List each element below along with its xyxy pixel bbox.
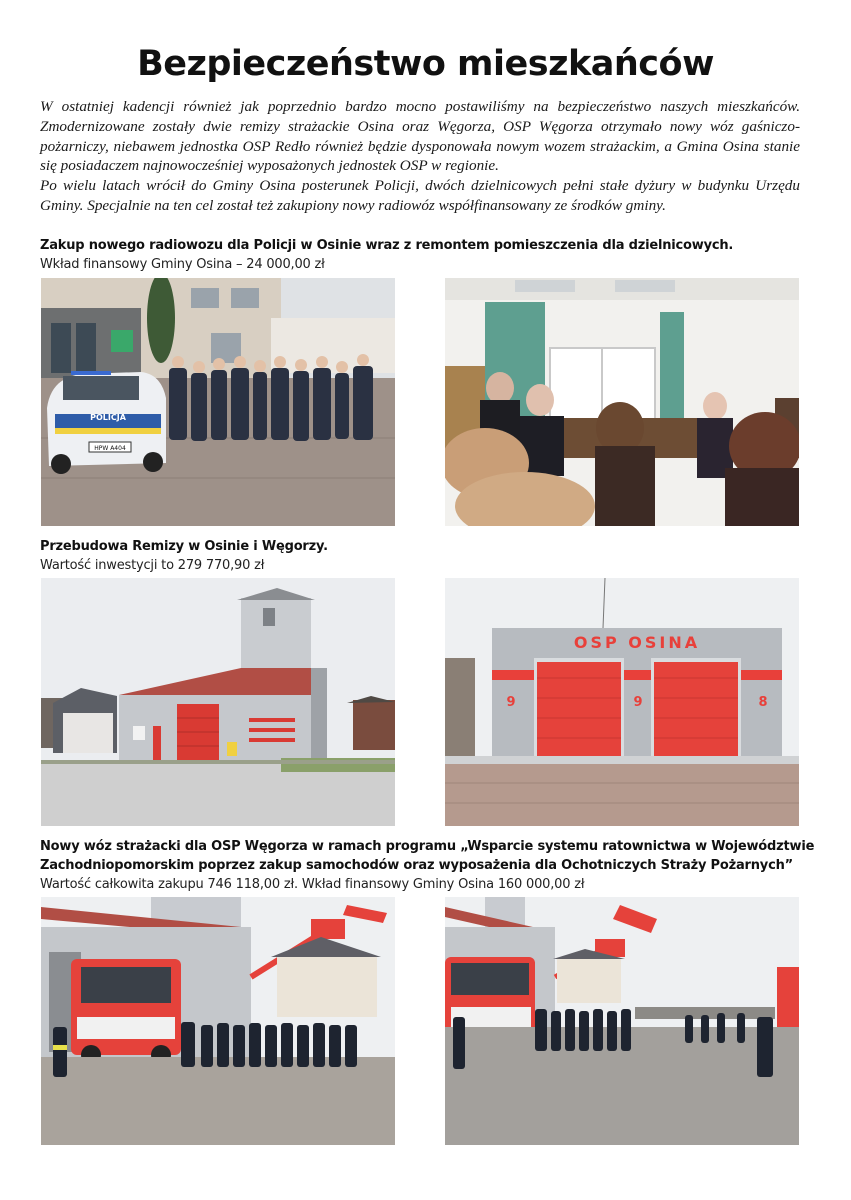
police-car-label: POLICJA <box>90 413 126 422</box>
section-3-subtitle: Wartość całkowita zakupu 746 118,00 zł. Wkład finansowy Gminy Osina 160 000,00 zł <box>40 877 585 892</box>
intro-paragraph-2: Po wielu latach wrócił do Gminy Osina posterunek Policji, dwóch dzielnicowych pełni stałe dyżury w budynku Urzędu Gminy. Specjalnie na ten cel został też zakupiony nowy radiowóz współfinansowany ze środków gminy. <box>40 177 800 214</box>
photo-police-car-group <box>41 278 395 526</box>
photo-fire-station-wegorza <box>41 578 395 826</box>
section-3-title-line-1: Nowy wóz strażacki dla OSP Węgorza w ramach programu „Wsparcie systemu ratownictwa w Województwie <box>40 839 815 854</box>
section-1-title: Zakup nowego radiowozu dla Policji w Osinie wraz z remontem pomieszczenia dla dzielnicowych. <box>40 238 734 253</box>
door-number-mid: 9 <box>633 695 643 710</box>
intro-paragraph-1: W ostatniej kadencji również jak poprzednio bardzo mocno postawiliśmy na bezpieczeństwo naszych mieszkańców. Zmodernizowane zostały dwie remizy strażackie Osina oraz Węgorza, OSP Węgorza otrzymało nowy wóz gaśniczo-pożarniczy, niebawem jednostka OSP Redło również będzie dysponowała nowym wozem strażackim, a Gmina Osina stanie się posiadaczem najnowocześniej wyposażonych jednostek OSP w regionie. <box>40 98 800 175</box>
door-number-left: 9 <box>506 695 516 710</box>
section-3-title-line-2: Zachodniopomorskim poprzez zakup samochodów oraz wyposażenia dla Ochotniczych Straży Pożarnych” <box>40 858 793 873</box>
photo-fire-station-osina <box>445 578 799 826</box>
section-1-subtitle: Wkład finansowy Gminy Osina – 24 000,00 zł <box>40 257 325 272</box>
photo-fire-truck-ceremony-2 <box>445 897 799 1145</box>
fire-station-sign: OSP OSINA <box>573 633 701 652</box>
section-2-subtitle: Wartość inwestycji to 279 770,90 zł <box>40 558 265 573</box>
door-number-right: 8 <box>758 695 768 710</box>
section-2-title: Przebudowa Remizy w Osinie i Węgorzy. <box>40 539 328 554</box>
photo-fire-truck-ceremony-1 <box>41 897 395 1145</box>
photo-office-interior <box>445 278 799 526</box>
intro-text <box>40 97 800 216</box>
license-plate: HPW A404 <box>94 445 126 452</box>
page-title: Bezpieczeństwo mieszkańców <box>137 44 714 84</box>
